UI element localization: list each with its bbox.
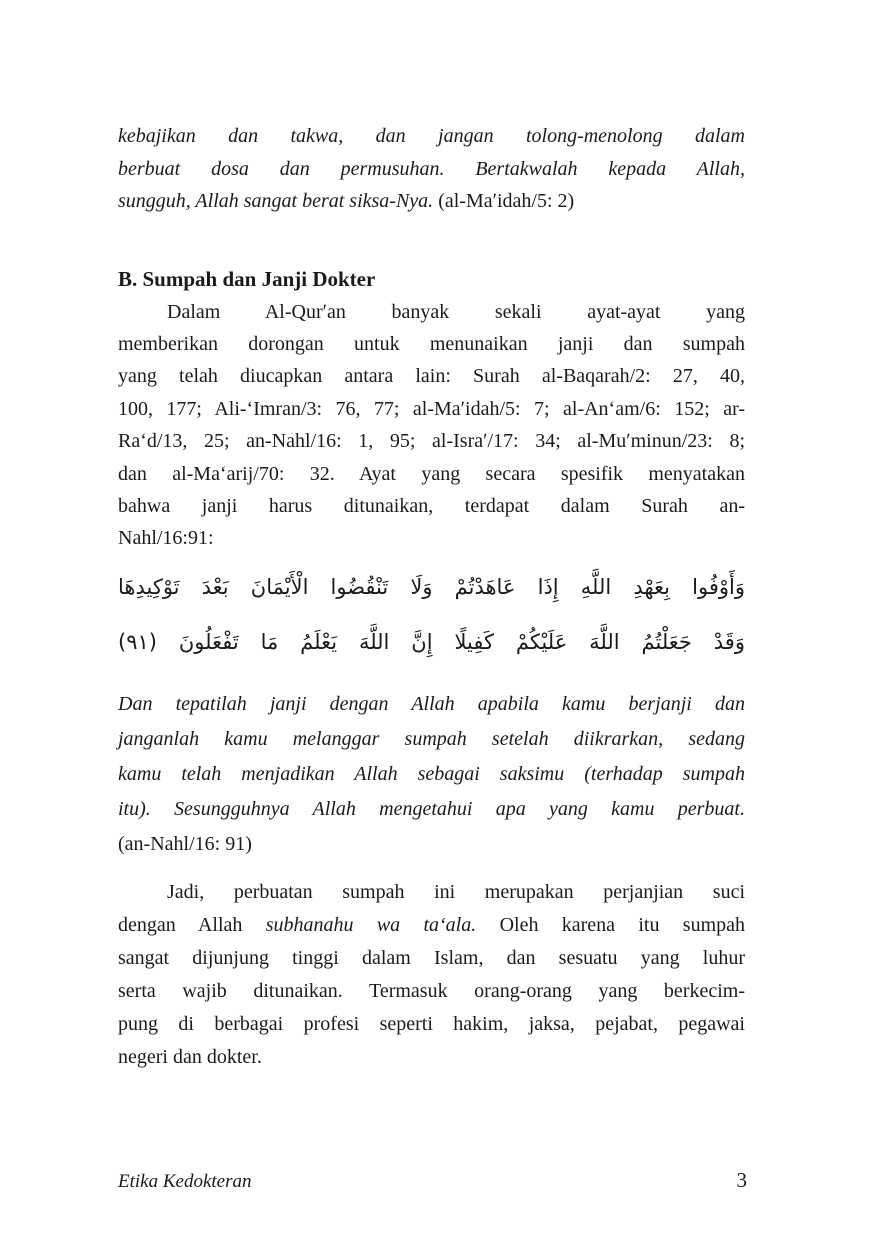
footer-page-number: 3: [736, 1168, 747, 1192]
text-line: [118, 153, 745, 186]
text-line: [118, 687, 745, 722]
arabic-verse: [118, 560, 745, 670]
body-2: [118, 876, 745, 1074]
text-line: [118, 185, 745, 218]
text-line: [118, 615, 745, 670]
text-block: [118, 120, 745, 1074]
text-run: Dan tepatilah janji dengan Allah apabila kamu berjanji dan: [118, 692, 745, 715]
text-line: [118, 722, 745, 757]
text-run: serta wajib ditunaikan. Termasuk orang-orang yang berkecim-: [118, 979, 745, 1002]
text-line: [118, 360, 745, 392]
text-line: [118, 827, 745, 862]
text-run: kebajikan dan takwa, dan jangan tolong-menolong dalam: [118, 125, 745, 147]
text-run: memberikan dorongan untuk menunaikan janji dan sumpah: [118, 332, 745, 355]
text-line: [118, 120, 745, 153]
quote-top: [118, 120, 745, 218]
text-line: [118, 458, 745, 490]
text-run: وَأَوْفُوا بِعَهْدِ اللَّهِ إِذَا عَاهَدْتُمْ وَلَا تَنْقُضُوا الْأَيْمَانَ بَعْدَ تَوْكِيدِهَا: [118, 574, 745, 599]
text-line: [118, 1008, 745, 1041]
text-line: [118, 296, 745, 328]
text-run: sangat dijunjung tinggi dalam Islam, dan sesuatu yang luhur: [118, 946, 745, 969]
text-line: [118, 560, 745, 615]
text-run: Nahl/16:91:: [118, 527, 214, 550]
text-run: itu). Sesungguhnya Allah mengetahui apa yang kamu perbuat.: [118, 797, 745, 820]
text-run: (an-Nahl/16: 91): [118, 832, 252, 855]
text-run: dengan Allah: [118, 913, 266, 936]
footer-book-title: Etika Kedokteran: [118, 1171, 252, 1192]
quran-translation: [118, 687, 745, 862]
text-run: Oleh karena itu sumpah: [476, 913, 745, 936]
text-run: وَقَدْ جَعَلْتُمُ اللَّهَ عَلَيْكُمْ كَفِيلًا إِنَّ اللَّهَ يَعْلَمُ مَا تَفْعَلُونَ (٩١): [118, 629, 745, 654]
text-line: [118, 522, 745, 554]
text-line: [118, 942, 745, 975]
heading: B. Sumpah dan Janji Dokter: [118, 266, 376, 291]
text-line: [118, 1041, 745, 1074]
text-run: janganlah kamu melanggar sumpah setelah diikrarkan, sedang: [118, 727, 745, 750]
text-run: Jadi, perbuatan sumpah ini merupakan perjanjian suci: [167, 880, 745, 903]
text-run: sungguh, Allah sangat berat siksa-Nya.: [118, 190, 434, 212]
body-1: [118, 296, 745, 555]
text-run: Ra‘d/13, 25; an-Nahl/16: 1, 95; al-Israʹ/17: 34; al-Muʹminun/23: 8;: [118, 430, 745, 453]
text-run: dan al-Ma‘arij/70: 32. Ayat yang secara spesifik menyatakan: [118, 462, 745, 485]
text-line: [118, 876, 745, 909]
text-line: [118, 425, 745, 457]
page-footer: [118, 1168, 747, 1193]
text-line: [118, 757, 745, 792]
text-line: [118, 975, 745, 1008]
text-line: [118, 328, 745, 360]
text-run: yang telah diucapkan antara lain: Surah al-Baqarah/2: 27, 40,: [118, 365, 745, 388]
text-run: negeri dan dokter.: [118, 1045, 262, 1068]
text-run: 100, 177; Ali-‘Imran/3: 76, 77; al-Maʹidah/5: 7; al-An‘am/6: 152; ar-: [118, 397, 745, 420]
text-line: [118, 393, 745, 425]
text-line: [118, 490, 745, 522]
text-line: [118, 792, 745, 827]
text-run: (al-Maʹidah/5: 2): [433, 190, 575, 212]
text-run: Dalam Al-Qurʹan banyak sekali ayat-ayat yang: [167, 300, 745, 323]
text-run: subhanahu wa ta‘ala.: [265, 913, 477, 936]
text-run: berbuat dosa dan permusuhan. Bertakwalah kepada Allah,: [118, 157, 745, 180]
text-run: pung di berbagai profesi seperti hakim, jaksa, pejabat, pegawai: [118, 1012, 745, 1035]
text-line: [118, 909, 745, 942]
text-run: kamu telah menjadikan Allah sebagai saksimu (terhadap sumpah: [118, 762, 745, 785]
text-run: bahwa janji harus ditunaikan, terdapat dalam Surah an-: [118, 494, 745, 517]
